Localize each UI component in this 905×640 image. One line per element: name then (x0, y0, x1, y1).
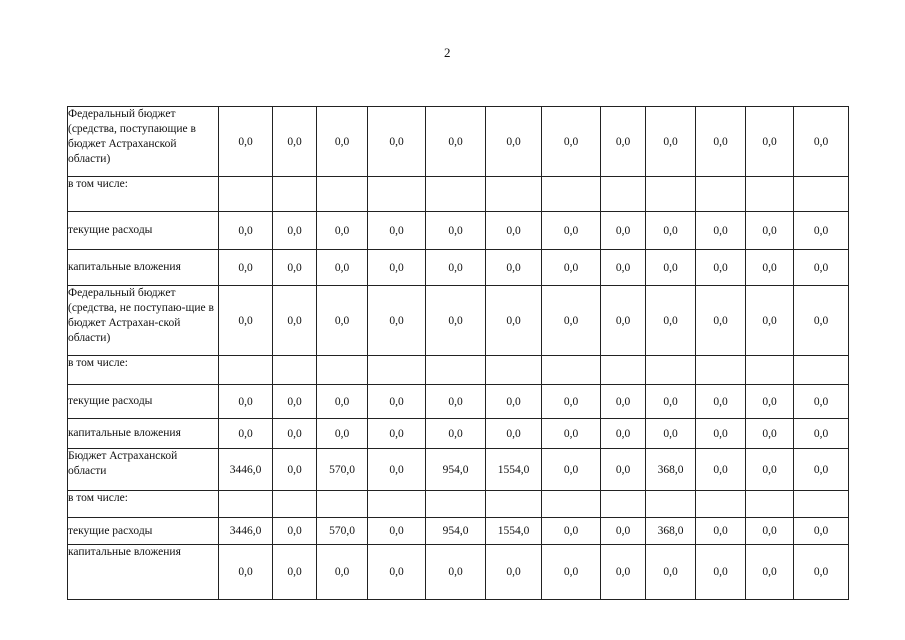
value-cell: 0,0 (317, 545, 368, 600)
value-cell (317, 356, 368, 385)
value-cell: 0,0 (486, 212, 542, 250)
table-row (68, 545, 849, 600)
value-cell: 0,0 (368, 419, 426, 449)
row-label: в том числе: (68, 491, 219, 518)
value-cell: 954,0 (426, 518, 486, 545)
value-cell: 0,0 (646, 545, 696, 600)
row-label: текущие расходы (68, 385, 219, 419)
value-cell (426, 491, 486, 518)
value-cell: 0,0 (486, 107, 542, 177)
value-cell: 0,0 (601, 518, 646, 545)
value-cell: 0,0 (317, 212, 368, 250)
value-cell: 0,0 (746, 385, 794, 419)
value-cell: 0,0 (794, 107, 849, 177)
value-cell: 0,0 (368, 449, 426, 491)
value-cell: 0,0 (696, 107, 746, 177)
value-cell: 0,0 (426, 107, 486, 177)
row-label: капитальные вложения (68, 250, 219, 286)
table-row (68, 449, 849, 491)
value-cell: 0,0 (219, 286, 273, 356)
value-cell: 0,0 (273, 449, 317, 491)
value-cell (646, 356, 696, 385)
value-cell (696, 491, 746, 518)
value-cell: 0,0 (368, 107, 426, 177)
value-cell (601, 491, 646, 518)
value-cell: 0,0 (696, 212, 746, 250)
value-cell (219, 177, 273, 212)
value-cell: 0,0 (696, 250, 746, 286)
value-cell: 0,0 (486, 385, 542, 419)
value-cell: 1554,0 (486, 518, 542, 545)
value-cell: 0,0 (746, 212, 794, 250)
value-cell: 0,0 (746, 518, 794, 545)
value-cell (601, 356, 646, 385)
value-cell: 0,0 (486, 545, 542, 600)
value-cell: 0,0 (601, 286, 646, 356)
value-cell: 0,0 (273, 286, 317, 356)
value-cell: 0,0 (486, 419, 542, 449)
value-cell: 0,0 (696, 545, 746, 600)
value-cell: 0,0 (746, 419, 794, 449)
value-cell (317, 177, 368, 212)
row-label: Федеральный бюджет (средства, не поступаю-щие в бюджет Астрахан-ской области) (68, 286, 219, 356)
table-row (68, 385, 849, 419)
value-cell: 0,0 (601, 212, 646, 250)
value-cell: 3446,0 (219, 518, 273, 545)
value-cell: 0,0 (794, 286, 849, 356)
value-cell: 0,0 (746, 449, 794, 491)
budget-table (67, 106, 849, 600)
value-cell (317, 491, 368, 518)
value-cell: 0,0 (219, 419, 273, 449)
value-cell: 0,0 (696, 518, 746, 545)
value-cell: 0,0 (542, 107, 601, 177)
value-cell: 0,0 (542, 545, 601, 600)
row-label: в том числе: (68, 177, 219, 212)
value-cell: 0,0 (368, 385, 426, 419)
value-cell: 954,0 (426, 449, 486, 491)
value-cell (368, 177, 426, 212)
value-cell: 0,0 (273, 385, 317, 419)
value-cell (486, 491, 542, 518)
value-cell: 1554,0 (486, 449, 542, 491)
value-cell: 0,0 (646, 250, 696, 286)
value-cell: 3446,0 (219, 449, 273, 491)
value-cell: 0,0 (317, 107, 368, 177)
value-cell: 0,0 (601, 419, 646, 449)
value-cell: 368,0 (646, 449, 696, 491)
value-cell: 0,0 (696, 286, 746, 356)
value-cell: 0,0 (542, 385, 601, 419)
value-cell: 0,0 (794, 545, 849, 600)
value-cell: 0,0 (219, 385, 273, 419)
value-cell: 0,0 (601, 385, 646, 419)
value-cell: 0,0 (542, 449, 601, 491)
value-cell: 0,0 (219, 545, 273, 600)
value-cell: 0,0 (368, 545, 426, 600)
value-cell: 0,0 (601, 545, 646, 600)
value-cell: 0,0 (368, 212, 426, 250)
value-cell (794, 491, 849, 518)
value-cell: 0,0 (426, 385, 486, 419)
value-cell (542, 356, 601, 385)
value-cell: 0,0 (646, 212, 696, 250)
value-cell: 0,0 (317, 385, 368, 419)
table-row (68, 491, 849, 518)
row-label: Бюджет Астраханской области (68, 449, 219, 491)
value-cell: 0,0 (601, 250, 646, 286)
value-cell: 0,0 (794, 518, 849, 545)
value-cell (696, 177, 746, 212)
row-label: капитальные вложения (68, 545, 219, 600)
value-cell: 0,0 (368, 286, 426, 356)
value-cell (646, 491, 696, 518)
value-cell (426, 356, 486, 385)
value-cell: 0,0 (273, 419, 317, 449)
value-cell: 0,0 (746, 107, 794, 177)
table-row (68, 212, 849, 250)
value-cell: 0,0 (646, 419, 696, 449)
value-cell: 0,0 (646, 385, 696, 419)
value-cell (486, 356, 542, 385)
table-row (68, 250, 849, 286)
value-cell: 0,0 (219, 107, 273, 177)
value-cell: 0,0 (794, 419, 849, 449)
value-cell (273, 491, 317, 518)
value-cell: 0,0 (646, 286, 696, 356)
row-label: в том числе: (68, 356, 219, 385)
value-cell: 0,0 (746, 545, 794, 600)
table-row (68, 286, 849, 356)
value-cell: 0,0 (542, 212, 601, 250)
value-cell: 0,0 (317, 250, 368, 286)
value-cell: 0,0 (273, 518, 317, 545)
value-cell: 0,0 (426, 545, 486, 600)
value-cell (542, 177, 601, 212)
value-cell: 0,0 (273, 545, 317, 600)
table-row (68, 419, 849, 449)
value-cell: 0,0 (746, 286, 794, 356)
value-cell: 570,0 (317, 518, 368, 545)
value-cell (794, 177, 849, 212)
page-number: 2 (444, 45, 451, 60)
value-cell (746, 491, 794, 518)
value-cell: 0,0 (542, 518, 601, 545)
value-cell: 0,0 (426, 212, 486, 250)
row-label: текущие расходы (68, 518, 219, 545)
value-cell: 0,0 (368, 250, 426, 286)
value-cell: 0,0 (696, 419, 746, 449)
table-row (68, 356, 849, 385)
row-label: Федеральный бюджет (средства, поступающие в бюджет Астраханской области) (68, 107, 219, 177)
value-cell: 0,0 (317, 286, 368, 356)
value-cell (746, 356, 794, 385)
value-cell: 0,0 (794, 385, 849, 419)
value-cell: 0,0 (486, 286, 542, 356)
value-cell (368, 356, 426, 385)
table-row (68, 107, 849, 177)
value-cell: 0,0 (317, 419, 368, 449)
value-cell: 368,0 (646, 518, 696, 545)
value-cell: 0,0 (696, 385, 746, 419)
value-cell (273, 356, 317, 385)
value-cell: 0,0 (219, 212, 273, 250)
table-row (68, 177, 849, 212)
value-cell (273, 177, 317, 212)
value-cell: 0,0 (273, 107, 317, 177)
value-cell: 0,0 (646, 107, 696, 177)
value-cell (219, 491, 273, 518)
value-cell: 0,0 (542, 250, 601, 286)
value-cell: 0,0 (426, 250, 486, 286)
value-cell: 0,0 (696, 449, 746, 491)
value-cell: 0,0 (794, 250, 849, 286)
value-cell: 0,0 (426, 286, 486, 356)
value-cell (219, 356, 273, 385)
value-cell: 570,0 (317, 449, 368, 491)
value-cell (794, 356, 849, 385)
value-cell: 0,0 (273, 212, 317, 250)
value-cell (601, 177, 646, 212)
value-cell: 0,0 (368, 518, 426, 545)
value-cell: 0,0 (542, 286, 601, 356)
value-cell (646, 177, 696, 212)
value-cell (486, 177, 542, 212)
table-row (68, 518, 849, 545)
value-cell: 0,0 (486, 250, 542, 286)
value-cell (368, 491, 426, 518)
value-cell: 0,0 (219, 250, 273, 286)
value-cell: 0,0 (794, 212, 849, 250)
row-label: капитальные вложения (68, 419, 219, 449)
value-cell (426, 177, 486, 212)
value-cell: 0,0 (542, 419, 601, 449)
value-cell: 0,0 (746, 250, 794, 286)
value-cell (746, 177, 794, 212)
value-cell: 0,0 (273, 250, 317, 286)
value-cell: 0,0 (601, 107, 646, 177)
value-cell (696, 356, 746, 385)
value-cell: 0,0 (426, 419, 486, 449)
value-cell: 0,0 (794, 449, 849, 491)
row-label: текущие расходы (68, 212, 219, 250)
value-cell (542, 491, 601, 518)
value-cell: 0,0 (601, 449, 646, 491)
